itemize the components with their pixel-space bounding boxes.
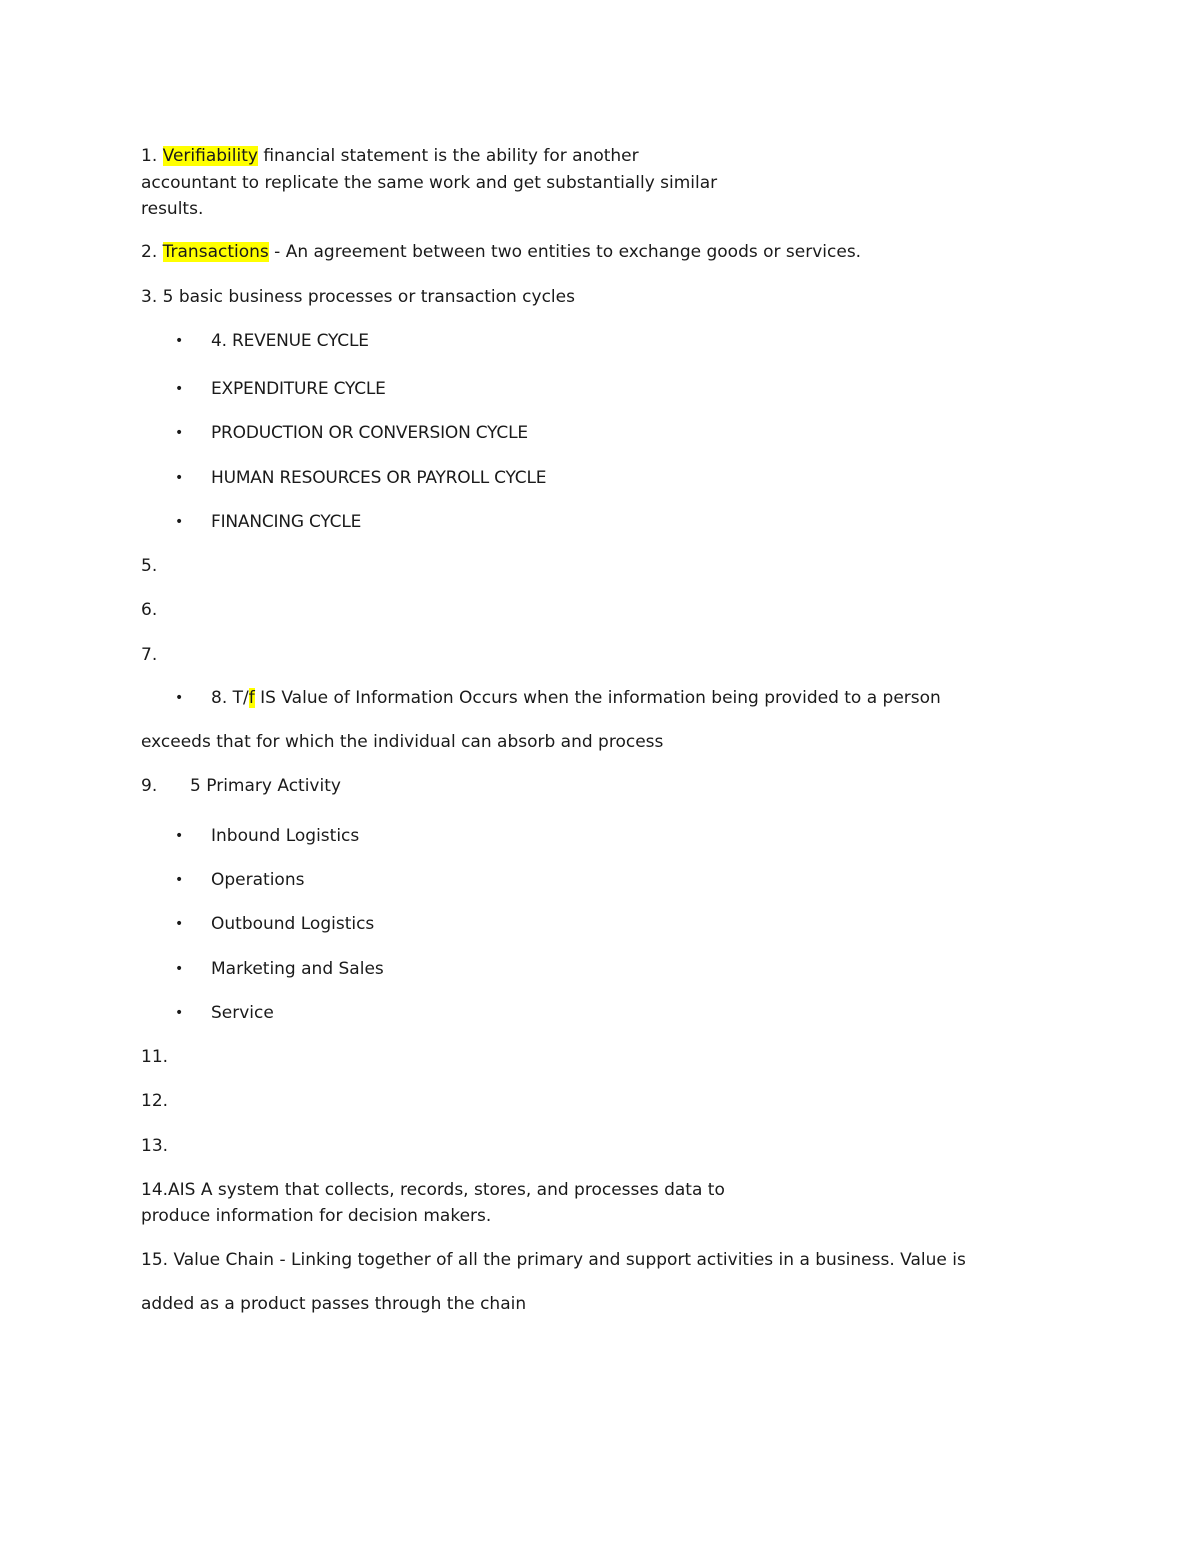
item-15-line-1: 15. Value Chain - Linking together of all the primary and support activities in a business. Value is bbox=[141, 1250, 966, 1270]
bullet-icon: • bbox=[175, 1005, 184, 1021]
bullet-icon: • bbox=[175, 690, 184, 706]
bullet-icon: • bbox=[175, 333, 184, 349]
item-14-line-2: produce information for decision makers. bbox=[141, 1206, 492, 1226]
activity-item-label: Outbound Logistics bbox=[211, 914, 375, 934]
bullet-icon: • bbox=[175, 961, 184, 977]
item-1-term-highlight: Verifiability bbox=[162, 146, 258, 166]
bullet-icon: • bbox=[175, 872, 184, 888]
item-6-number: 6. bbox=[141, 600, 158, 620]
activity-item-label: Marketing and Sales bbox=[211, 959, 384, 979]
item-12-number: 12. bbox=[141, 1091, 169, 1111]
item-3-line: 3. 5 basic business processes or transaction cycles bbox=[141, 287, 575, 307]
bullet-icon: • bbox=[175, 425, 184, 441]
activity-item-label: Inbound Logistics bbox=[211, 826, 360, 846]
item-8-prefix: 8. T/ bbox=[211, 688, 249, 708]
cycle-item-label: PRODUCTION OR CONVERSION CYCLE bbox=[211, 423, 528, 443]
bullet-icon: • bbox=[175, 470, 184, 486]
cycle-item-label: FINANCING CYCLE bbox=[211, 512, 362, 532]
item-5-number: 5. bbox=[141, 556, 158, 576]
bullet-icon: • bbox=[175, 916, 184, 932]
item-7-number: 7. bbox=[141, 645, 158, 665]
item-1-line-3: results. bbox=[141, 199, 204, 219]
item-8-text: IS Value of Information Occurs when the information being provided to a person bbox=[254, 688, 941, 708]
cycle-item-label: 4. REVENUE CYCLE bbox=[211, 331, 369, 351]
item-8-line bbox=[211, 685, 941, 711]
item-13-number: 13. bbox=[141, 1136, 169, 1156]
activity-item-label: Service bbox=[211, 1003, 274, 1023]
activity-item-label: Operations bbox=[211, 870, 305, 890]
bullet-icon: • bbox=[175, 381, 184, 397]
item-9-line bbox=[141, 773, 341, 799]
item-1-line-1 bbox=[141, 143, 639, 169]
item-15-line-2: added as a product passes through the chain bbox=[141, 1294, 527, 1314]
item-2-line bbox=[141, 239, 861, 265]
cycle-item-label: EXPENDITURE CYCLE bbox=[211, 379, 386, 399]
bullet-icon: • bbox=[175, 514, 184, 530]
item-8-highlight: f bbox=[248, 688, 255, 708]
item-11-number: 11. bbox=[141, 1047, 169, 1067]
item-8-continuation: exceeds that for which the individual can absorb and process bbox=[141, 732, 664, 752]
bullet-icon: • bbox=[175, 828, 184, 844]
item-9-number: 9. bbox=[141, 776, 158, 796]
item-1-line-2: accountant to replicate the same work and get substantially similar bbox=[141, 173, 718, 193]
item-2-definition: - An agreement between two entities to exchange goods or services. bbox=[274, 242, 862, 262]
cycle-item-label: HUMAN RESOURCES OR PAYROLL CYCLE bbox=[211, 468, 547, 488]
item-2-term-highlight: Transactions bbox=[162, 242, 269, 262]
item-2-number: 2. bbox=[141, 242, 158, 262]
item-1-number: 1. bbox=[141, 146, 158, 166]
item-14-line-1: 14.AIS A system that collects, records, stores, and processes data to bbox=[141, 1180, 725, 1200]
item-1-definition: financial statement is the ability for another bbox=[263, 146, 639, 166]
item-9-text: 5 Primary Activity bbox=[190, 776, 341, 796]
